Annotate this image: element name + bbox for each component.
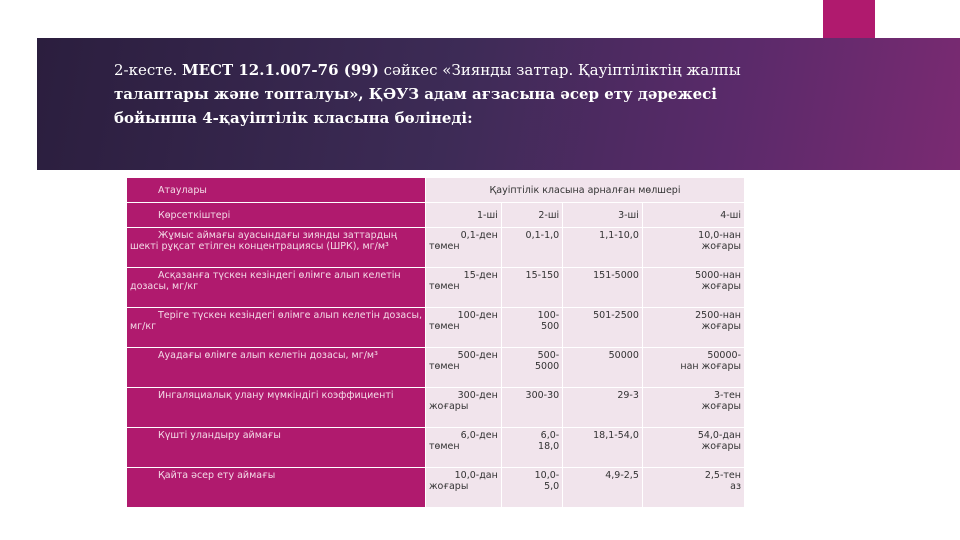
header-row-2 — [127, 203, 745, 228]
class-2-value: 6,0- 18,0 — [501, 428, 562, 468]
hazard-class-table — [127, 178, 745, 508]
class-3-value: 4,9-2,5 — [563, 468, 643, 508]
class-1-value: 500-ден төмен — [426, 348, 502, 388]
table-row — [127, 468, 745, 508]
class-3-value: 29-3 — [563, 388, 643, 428]
class-4-header: 4-ші — [642, 203, 744, 228]
class-1-value: 0,1-ден төмен — [426, 228, 502, 268]
class-2-value: 300-30 — [501, 388, 562, 428]
class-3-header: 3-ші — [563, 203, 643, 228]
class-4-value: 2,5-тен аз — [642, 468, 744, 508]
table-row — [127, 428, 745, 468]
class-3-value: 151-5000 — [563, 268, 643, 308]
class-1-value: 300-ден жоғары — [426, 388, 502, 428]
slide-title — [114, 58, 814, 130]
header-name: Атаулары — [127, 178, 426, 203]
row-label: Қайта әсер ету аймағы — [127, 468, 426, 508]
class-4-value: 50000- нан жоғары — [642, 348, 744, 388]
class-1-value: 15-ден төмен — [426, 268, 502, 308]
table-row — [127, 388, 745, 428]
class-2-value: 100- 500 — [501, 308, 562, 348]
header-group: Қауіптілік класына арналған мөлшері — [426, 178, 745, 203]
table-row — [127, 268, 745, 308]
class-1-header: 1-ші — [426, 203, 502, 228]
table-row — [127, 228, 745, 268]
title-rest-1: сәйкес «Зиянды заттар. Қауіптіліктің жалпы — [383, 61, 741, 79]
row-label: Теріге түскен кезіндегі өлімге алып келетін дозасы, мг/кг — [127, 308, 426, 348]
class-4-value: 3-тен жоғары — [642, 388, 744, 428]
class-2-header: 2-ші — [501, 203, 562, 228]
class-4-value: 2500-нан жоғары — [642, 308, 744, 348]
class-1-value: 6,0-ден төмен — [426, 428, 502, 468]
class-2-value: 0,1-1,0 — [501, 228, 562, 268]
table-row — [127, 308, 745, 348]
row-label: Ингаляциалық улану мүмкіндігі коэффициенті — [127, 388, 426, 428]
class-3-value: 501-2500 — [563, 308, 643, 348]
title-line-2: талаптары және топталуы», ҚӘУЗ адам ағзасына әсер ету дәрежесі — [114, 85, 717, 103]
row-label: Асқазанға түскен кезіндегі өлімге алып келетін дозасы, мг/кг — [127, 268, 426, 308]
title-standard: МЕСТ 12.1.007-76 (99) — [182, 61, 379, 79]
class-2-value: 10,0- 5,0 — [501, 468, 562, 508]
class-3-value: 1,1-10,0 — [563, 228, 643, 268]
title-line-3: бойынша 4-қауіптілік класына бөлінеді: — [114, 109, 473, 127]
class-1-value: 10,0-дан жоғары — [426, 468, 502, 508]
class-4-value: 10,0-нан жоғары — [642, 228, 744, 268]
class-1-value: 100-ден төмен — [426, 308, 502, 348]
row-label: Жұмыс аймағы ауасындағы зиянды заттардың шекті рұқсат етілген концентрациясы (ШРК), мг/м³ — [127, 228, 426, 268]
class-4-value: 54,0-дан жоғары — [642, 428, 744, 468]
table-row — [127, 348, 745, 388]
class-3-value: 50000 — [563, 348, 643, 388]
class-2-value: 500- 5000 — [501, 348, 562, 388]
header-row-1 — [127, 178, 745, 203]
row-label: Ауадағы өлімге алып келетін дозасы, мг/м³ — [127, 348, 426, 388]
table-body — [127, 228, 745, 508]
title-prefix: 2-кесте. — [114, 61, 178, 79]
header-indicators: Көрсеткіштері — [127, 203, 426, 228]
row-label: Күшті уландыру аймағы — [127, 428, 426, 468]
class-2-value: 15-150 — [501, 268, 562, 308]
class-3-value: 18,1-54,0 — [563, 428, 643, 468]
class-4-value: 5000-нан жоғары — [642, 268, 744, 308]
